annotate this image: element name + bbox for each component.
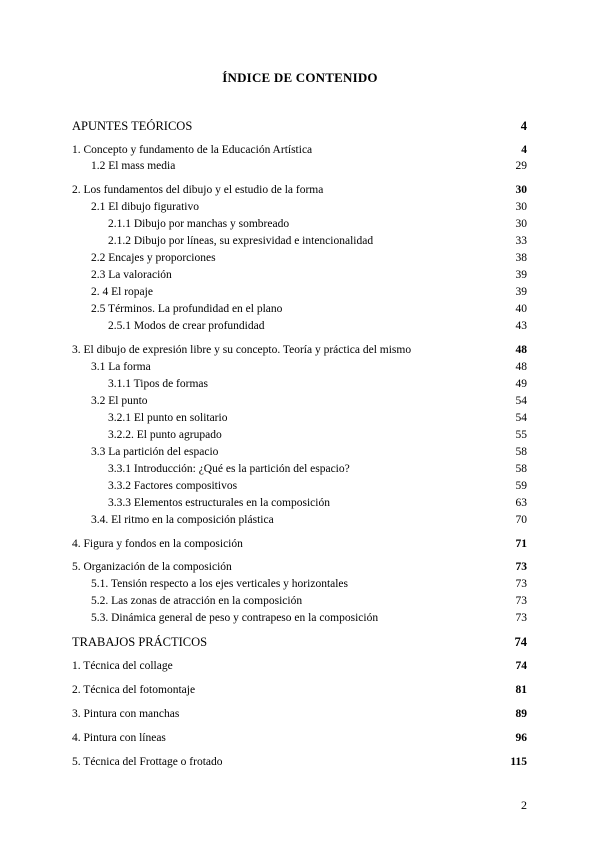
toc-entry-label: 2.2 Encajes y proporciones — [91, 252, 216, 264]
toc-entry-label: 3.3 La partición del espacio — [91, 446, 219, 458]
toc-entry-page: 74 — [514, 635, 527, 649]
toc-entry[interactable] — [0, 634, 600, 650]
toc-entry-page: 29 — [515, 160, 527, 172]
toc-entry[interactable] — [0, 461, 600, 477]
toc-entry-label: 1.2 El mass media — [91, 160, 176, 172]
toc-entry-page: 48 — [515, 361, 527, 373]
toc-entry-page: 30 — [515, 218, 527, 230]
toc-entry-label: 3.2.2. El punto agrupado — [108, 429, 222, 441]
toc-entry[interactable] — [0, 199, 600, 215]
toc-entry[interactable] — [0, 342, 600, 358]
toc-entry[interactable] — [0, 359, 600, 375]
toc-entry-label: 2.5.1 Modos de crear profundidad — [108, 320, 265, 332]
toc-entry-label: 3.1.1 Tipos de formas — [108, 378, 208, 390]
toc-entry-label: 3. Pintura con manchas — [72, 708, 180, 720]
toc-entry-label: 5.1. Tensión respecto a los ejes verticales y horizontales — [91, 578, 349, 590]
toc-entry-label: 3.3.2 Factores compositivos — [108, 480, 238, 492]
toc-entry[interactable] — [0, 376, 600, 392]
toc-entry[interactable] — [0, 610, 600, 626]
toc-entry-label: TRABAJOS PRÁCTICOS — [72, 635, 208, 649]
toc-entry-page: 63 — [515, 497, 527, 509]
toc-entry-label: 2. Los fundamentos del dibujo y el estudio de la forma — [72, 184, 324, 196]
toc-entry-page: 48 — [515, 344, 527, 356]
toc-entry-label: 3.3.3 Elementos estructurales en la composición — [108, 497, 330, 509]
toc-entry[interactable] — [0, 158, 600, 174]
toc-entry-label: 2.1 El dibujo figurativo — [91, 201, 199, 213]
toc-entry-page: 73 — [515, 595, 527, 607]
toc-entry-page: 96 — [515, 732, 527, 744]
toc-entry-page: 73 — [515, 561, 527, 573]
toc-entry-page: 4 — [521, 144, 527, 156]
toc-entry-page: 73 — [515, 612, 527, 624]
toc-entry-page: 49 — [515, 378, 527, 390]
toc-entry-label: 2.5 Términos. La profundidad en el plano — [91, 303, 283, 315]
toc-entry-page: 38 — [515, 252, 527, 264]
toc-entry-page: 40 — [515, 303, 527, 315]
toc-entry-label: APUNTES TEÓRICOS — [72, 119, 193, 133]
toc-entry-page: 115 — [510, 756, 527, 768]
toc-entry[interactable] — [0, 706, 600, 722]
toc-entry-page: 39 — [515, 269, 527, 281]
toc-entry[interactable] — [0, 576, 600, 592]
toc-entry-page: 4 — [520, 119, 527, 133]
toc-entry[interactable] — [0, 730, 600, 746]
toc-entry[interactable] — [0, 536, 600, 552]
toc-entry-page: 54 — [515, 395, 527, 407]
toc-entry-label: 5. Organización de la composición — [72, 561, 232, 573]
toc-entry-label: 3.2.1 El punto en solitario — [108, 412, 228, 424]
toc-entry-page: 81 — [515, 684, 527, 696]
toc-entry-label: 2. 4 El ropaje — [91, 286, 153, 298]
toc-entry[interactable] — [0, 495, 600, 511]
toc-entry[interactable] — [0, 427, 600, 443]
toc-entry-label: 5.2. Las zonas de atracción en la composición — [91, 595, 303, 607]
toc-entry[interactable] — [0, 393, 600, 409]
toc-entry-label: 4. Figura y fondos en la composición — [72, 538, 243, 550]
toc-entry-label: 2.1.2 Dibujo por líneas, su expresividad e intencionalidad — [108, 235, 374, 247]
toc-entry-page: 59 — [515, 480, 527, 492]
toc-entry-label: 2. Técnica del fotomontaje — [72, 684, 196, 696]
toc-entry[interactable] — [0, 410, 600, 426]
toc-entry-page: 54 — [515, 412, 527, 424]
toc-entry[interactable] — [0, 559, 600, 575]
toc-entry-label: 4. Pintura con líneas — [72, 732, 166, 744]
toc-entry[interactable] — [0, 754, 600, 770]
toc-entry-label: 3.3.1 Introducción: ¿Qué es la partición del espacio? — [108, 463, 350, 475]
toc-entry[interactable] — [0, 284, 600, 300]
toc-entry-page: 33 — [515, 235, 527, 247]
toc-entry[interactable] — [0, 444, 600, 460]
toc-entry[interactable] — [0, 142, 600, 158]
toc-entry[interactable] — [0, 182, 600, 198]
toc-entry[interactable] — [0, 301, 600, 317]
toc-entry-page: 39 — [515, 286, 527, 298]
page-number: 2 — [521, 798, 527, 812]
toc-entry-label: 2.1.1 Dibujo por manchas y sombreado — [108, 218, 290, 230]
toc-entry[interactable] — [0, 512, 600, 528]
toc-entry[interactable] — [0, 658, 600, 674]
toc-entry-label: 3. El dibujo de expresión libre y su concepto. Teoría y práctica del mismo — [72, 344, 412, 356]
toc-entry-label: 5.3. Dinámica general de peso y contrapeso en la composición — [91, 612, 379, 624]
toc-entry[interactable] — [0, 267, 600, 283]
toc-entry-page: 58 — [515, 463, 527, 475]
toc-entry-label: 3.2 El punto — [91, 395, 148, 407]
page-title: ÍNDICE DE CONTENIDO — [222, 70, 378, 85]
toc-entry[interactable] — [0, 233, 600, 249]
toc-entry-label: 1. Técnica del collage — [72, 660, 173, 672]
toc-entry[interactable] — [0, 118, 600, 134]
toc-entry-page: 74 — [515, 660, 527, 672]
toc-entry[interactable] — [0, 682, 600, 698]
toc-entry[interactable] — [0, 318, 600, 334]
toc-entry-label: 3.1 La forma — [91, 361, 151, 373]
toc-entry-page: 73 — [515, 578, 527, 590]
toc-entry-label: 5. Técnica del Frottage o frotado — [72, 756, 223, 768]
toc-entry-page: 89 — [515, 708, 527, 720]
toc-entry[interactable] — [0, 250, 600, 266]
toc-entry-page: 30 — [515, 184, 527, 196]
toc-entry[interactable] — [0, 216, 600, 232]
toc-entry-page: 30 — [515, 201, 527, 213]
toc-entry-label: 2.3 La valoración — [91, 269, 172, 281]
toc-entry-page: 58 — [515, 446, 527, 458]
toc-entry-page: 70 — [515, 514, 527, 526]
toc-entry-page: 43 — [515, 320, 527, 332]
toc-entry-label: 1. Concepto y fundamento de la Educación Artística — [72, 144, 313, 156]
toc-entry-page: 55 — [515, 429, 527, 441]
toc-entry[interactable] — [0, 593, 600, 609]
toc-entry-label: 3.4. El ritmo en la composición plástica — [91, 514, 274, 526]
toc-entry-page: 71 — [515, 538, 527, 550]
toc-entry[interactable] — [0, 478, 600, 494]
